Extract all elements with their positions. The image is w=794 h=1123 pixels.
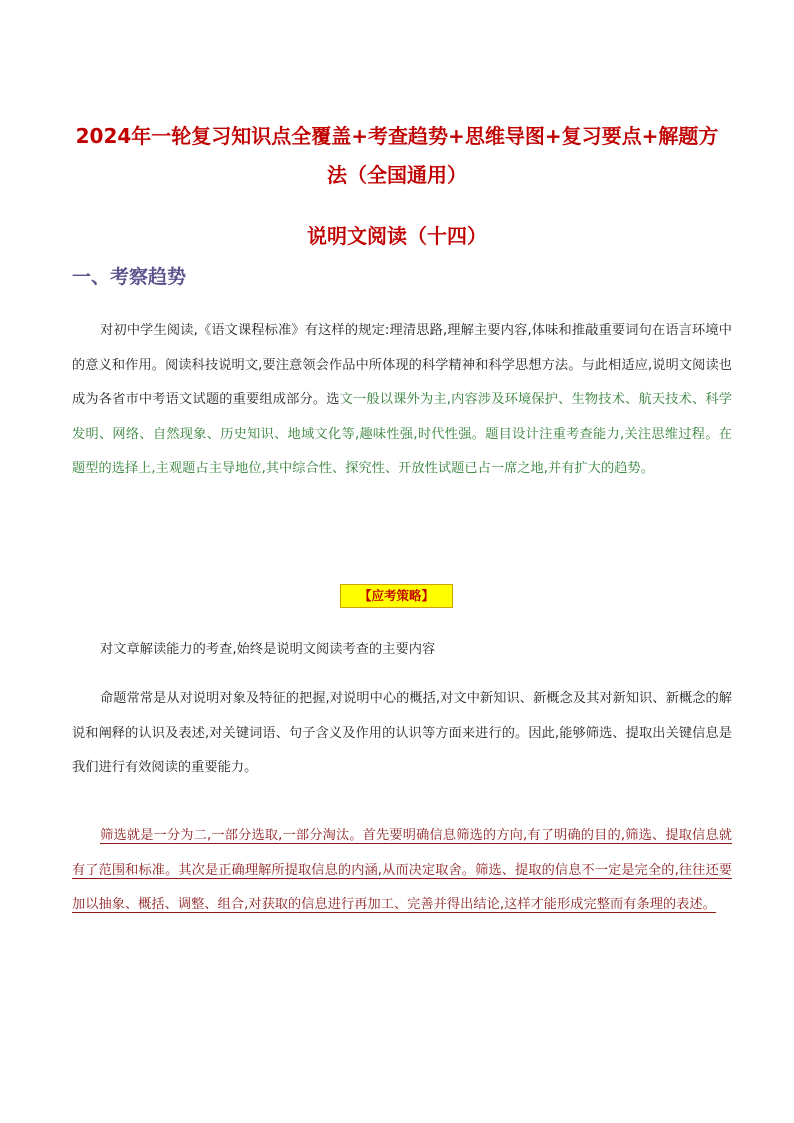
doc-title-line-1: 2024年一轮复习知识点全覆盖+考查趋势+思维导图+复习要点+解题方 bbox=[75, 124, 719, 148]
strategy-text-1: 对文章解读能力的考查,始终是说明文阅读考查的主要内容 bbox=[100, 642, 436, 657]
section-heading: 一、考察趋势 bbox=[72, 266, 187, 288]
trend-text-highlight: 文一般以课外为主,内容涉及环境保护、生物技术、航天技术、科学发明、网络、自然现象、历史知识、地域文化等,趣味性强,时代性强。题目设计注重考查能力,关注思维过程。在题型的选择上,主观题占主导地位,其中综合性、探究性、开放性试题已占一席之地,并有扩大的趋势。 bbox=[72, 392, 732, 477]
trend-paragraph bbox=[72, 314, 732, 487]
filtering-text: 筛选就是一分为二,一部分选取,一部分淘汰。首先要明确信息筛选的方向,有了明确的目的,筛选、提取信息就有了范围和标准。其次是正确理解所提取信息的内涵,从而决定取舍。筛选、提取的信息不一定是完全的,往往还要加以抽象、概括、调整、组合,对获取的信息进行再加工、完善并得出结论,这样才能形成完整而有条理的表述。 bbox=[72, 828, 732, 913]
strategy-paragraph-1 bbox=[72, 633, 732, 668]
doc-title-line-2: 法（全国通用） bbox=[327, 163, 467, 187]
trend-text: 对初中学生阅读,《语文课程标准》有这样的规定:理清思路,理解主要内容,体味和推敲重要词句在语言环境中的意义和作用。阅读科技说明文,要注意领会作品中所体现的科学精神和科学思想方法。与此相适应,说明文阅读也成为各省市中考语文试题的重要组成部分。选 bbox=[72, 323, 732, 408]
strategy-badge: 【应考策略】 bbox=[340, 584, 453, 608]
strategy-paragraph-2 bbox=[72, 682, 732, 786]
doc-subtitle: 说明文阅读（十四） bbox=[307, 224, 487, 248]
strategy-text-2: 命题常常是从对说明对象及特征的把握,对说明中心的概括,对文中新知识、新概念及其对新知识、新概念的解说和阐释的认识及表述,对关键词语、句子含义及作用的认识等方面来进行的。因此,能够筛选、提取出关键信息是我们进行有效阅读的重要能力。 bbox=[72, 691, 732, 776]
filtering-paragraph bbox=[72, 819, 732, 923]
